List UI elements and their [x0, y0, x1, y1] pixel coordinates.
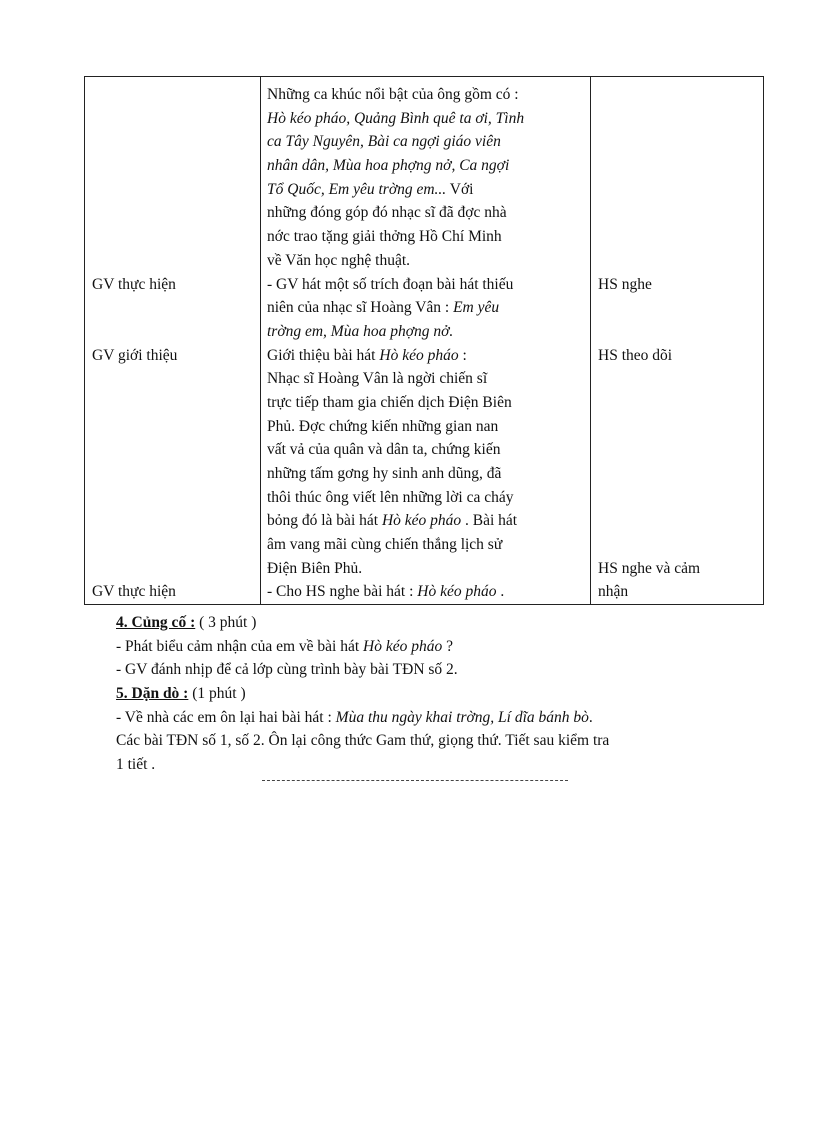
content-line: ca Tây Nguyên, Bài ca ngợi giáo viên	[267, 133, 501, 151]
section-heading-homework: 5. Dặn dò : (1 phút )	[116, 685, 246, 703]
content-line: - Cho HS nghe bài hát : Hò kéo pháo .	[267, 583, 505, 601]
lesson-notes	[116, 611, 756, 777]
content-line: niên của nhạc sĩ Hoàng Vân : Em yêu	[267, 299, 500, 317]
content-column	[267, 83, 587, 604]
paragraph: Các bài TĐN số 1, số 2. Ôn lại công thức Gam thứ, giọng thứ. Tiết sau kiểm tra	[116, 732, 610, 750]
content-line: Giới thiệu bài hát Hò kéo pháo :	[267, 346, 467, 364]
teacher-activity-column	[92, 83, 254, 604]
section-heading-consolidation: 4. Củng cố : ( 3 phút )	[116, 614, 257, 631]
student-activity-column	[598, 83, 758, 604]
teacher-cell: GV thực hiện	[92, 275, 176, 293]
student-cell: HS theo dõi	[598, 346, 673, 364]
content-line: bỏng đó là bài hát Hò kéo pháo . Bài hát	[267, 512, 518, 530]
content-line: Phủ. Đợc chứng kiến những gian nan	[267, 417, 499, 435]
content-line: Tổ Quốc, Em yêu trờng em... Với	[267, 180, 474, 198]
paragraph: 1 tiết .	[116, 756, 156, 774]
content-line: nớc trao tặng giải thởng Hồ Chí Minh	[267, 228, 502, 246]
teacher-cell: GV giới thiệu	[92, 346, 178, 364]
content-line: Nhạc sĩ Hoàng Vân là ngời chiến sĩ	[267, 370, 488, 388]
column-divider	[590, 77, 591, 604]
student-cell: HS nghe	[598, 275, 652, 293]
separator-line	[262, 780, 568, 781]
content-line: về Văn học nghệ thuật.	[267, 251, 411, 269]
paragraph: - Về nhà các em ôn lại hai bài hát : Mùa thu ngày khai trờng, Lí dĩa bánh bò.	[116, 708, 593, 726]
column-divider	[260, 77, 261, 604]
student-cell: HS nghe và cảm	[598, 559, 701, 577]
student-cell: nhận	[598, 583, 629, 601]
content-line: những đóng góp đó nhạc sĩ đã đợc nhà	[267, 204, 507, 222]
paragraph: - Phát biểu cảm nhận của em về bài hát Hò kéo pháo ?	[116, 637, 454, 655]
teacher-cell: GV thực hiện	[92, 583, 176, 601]
content-line: Điện Biên Phủ.	[267, 559, 363, 577]
content-line: nhân dân, Mùa hoa phợng nở, Ca ngợi	[267, 157, 510, 175]
content-line: thôi thúc ông viết lên những lời ca cháy	[267, 488, 514, 506]
paragraph: - GV đánh nhịp để cả lớp cùng trình bày bài TĐN số 2.	[116, 661, 458, 679]
content-line: - GV hát một số trích đoạn bài hát thiếu	[267, 275, 514, 293]
lesson-table	[84, 76, 764, 605]
content-line: trực tiếp tham gia chiến dịch Điện Biên	[267, 393, 512, 411]
content-line: trờng em, Mùa hoa phợng nở.	[267, 322, 454, 340]
content-line: vất vả của quân và dân ta, chứng kiến	[267, 441, 501, 459]
content-line: những tấm gơng hy sinh anh dũng, đã	[267, 465, 502, 482]
content-line: Hò kéo pháo, Quảng Bình quê ta ơi, Tình	[267, 109, 525, 127]
content-line: Những ca khúc nổi bật của ông gồm có :	[267, 86, 519, 103]
content-line: âm vang mãi cùng chiến thắng lịch sử	[267, 536, 503, 554]
